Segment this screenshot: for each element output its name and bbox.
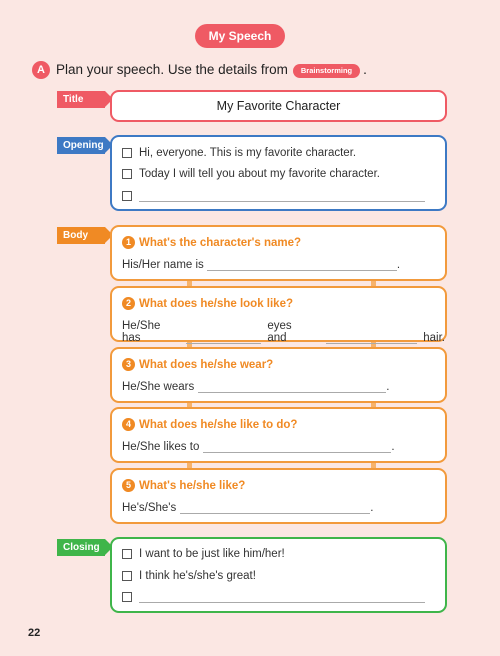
question-number: 5 xyxy=(122,479,135,492)
opening-item-text: Today I will tell you about my favorite character. xyxy=(139,168,380,180)
answer-text: eyes and xyxy=(267,320,292,344)
question-number: 2 xyxy=(122,297,135,310)
answer xyxy=(122,381,389,393)
opening-box xyxy=(110,135,447,211)
task-text-after: . xyxy=(363,62,367,78)
blank-line[interactable] xyxy=(207,259,397,271)
task-instruction xyxy=(32,60,367,80)
checkbox[interactable] xyxy=(122,148,132,158)
answer-text: He/She wears xyxy=(122,381,195,393)
closing-item-text: I think he's/she's great! xyxy=(139,570,256,582)
closing-label: Closing xyxy=(57,539,105,556)
answer-text: . xyxy=(391,441,395,453)
question xyxy=(122,297,293,310)
title-box xyxy=(110,90,447,122)
task-text xyxy=(56,62,367,77)
answer xyxy=(122,320,445,344)
body-label: Body xyxy=(57,227,105,244)
checkbox[interactable] xyxy=(122,191,132,201)
blank-line[interactable] xyxy=(139,591,425,603)
answer-text: He/She has xyxy=(122,320,161,344)
checkbox[interactable] xyxy=(122,169,132,179)
answer-text: . xyxy=(396,259,401,271)
question-text: What does he/she look like? xyxy=(139,297,294,310)
page-title: My Speech xyxy=(195,24,285,48)
checkbox[interactable] xyxy=(122,571,132,581)
blank-line[interactable] xyxy=(186,332,262,344)
opening-item-blank xyxy=(122,190,425,202)
question xyxy=(122,236,301,249)
answer-text: hair. xyxy=(423,332,445,344)
body-question-box xyxy=(110,225,447,281)
closing-item xyxy=(122,570,256,582)
blank-line[interactable] xyxy=(139,190,425,202)
question xyxy=(122,358,273,371)
body-question-box xyxy=(110,407,447,463)
opening-item-text: Hi, everyone. This is my favorite character. xyxy=(139,147,357,159)
task-badge: A xyxy=(32,61,50,79)
brainstorming-chip: Brainstorming xyxy=(293,64,360,78)
blank-line[interactable] xyxy=(326,332,417,344)
question-text: What does he/she wear? xyxy=(139,358,274,371)
blank-line[interactable] xyxy=(203,441,391,453)
closing-item-blank xyxy=(122,591,425,603)
answer xyxy=(122,441,395,453)
title-value: My Favorite Character xyxy=(216,99,341,113)
question-text: What's he/she like? xyxy=(139,479,246,492)
answer-text: . xyxy=(386,381,390,393)
answer-text: He's/She's xyxy=(122,502,177,514)
checkbox[interactable] xyxy=(122,592,132,602)
blank-line[interactable] xyxy=(198,381,386,393)
question xyxy=(122,418,297,431)
answer-text: He/She likes to xyxy=(122,441,200,453)
question-number: 4 xyxy=(122,418,135,431)
body-question-box xyxy=(110,468,447,524)
closing-item-text: I want to be just like him/her! xyxy=(139,548,285,560)
question-number: 1 xyxy=(122,236,135,249)
answer-text: . xyxy=(370,502,374,514)
answer xyxy=(122,259,400,271)
body-question-box xyxy=(110,347,447,403)
closing-box xyxy=(110,537,447,613)
question-text: What's the character's name? xyxy=(139,236,302,249)
answer xyxy=(122,502,373,514)
page-number: 22 xyxy=(28,627,41,639)
checkbox[interactable] xyxy=(122,549,132,559)
title-label: Title xyxy=(57,91,105,108)
opening-item xyxy=(122,168,380,180)
task-text-before: Plan your speech. Use the details from xyxy=(56,62,288,78)
body-question-box xyxy=(110,286,447,342)
opening-label: Opening xyxy=(57,137,105,154)
blank-line[interactable] xyxy=(180,502,370,514)
question-text: What does he/she like to do? xyxy=(139,418,298,431)
question xyxy=(122,479,245,492)
closing-item xyxy=(122,548,285,560)
opening-item xyxy=(122,147,356,159)
question-number: 3 xyxy=(122,358,135,371)
answer-text: His/Her name is xyxy=(122,259,204,271)
